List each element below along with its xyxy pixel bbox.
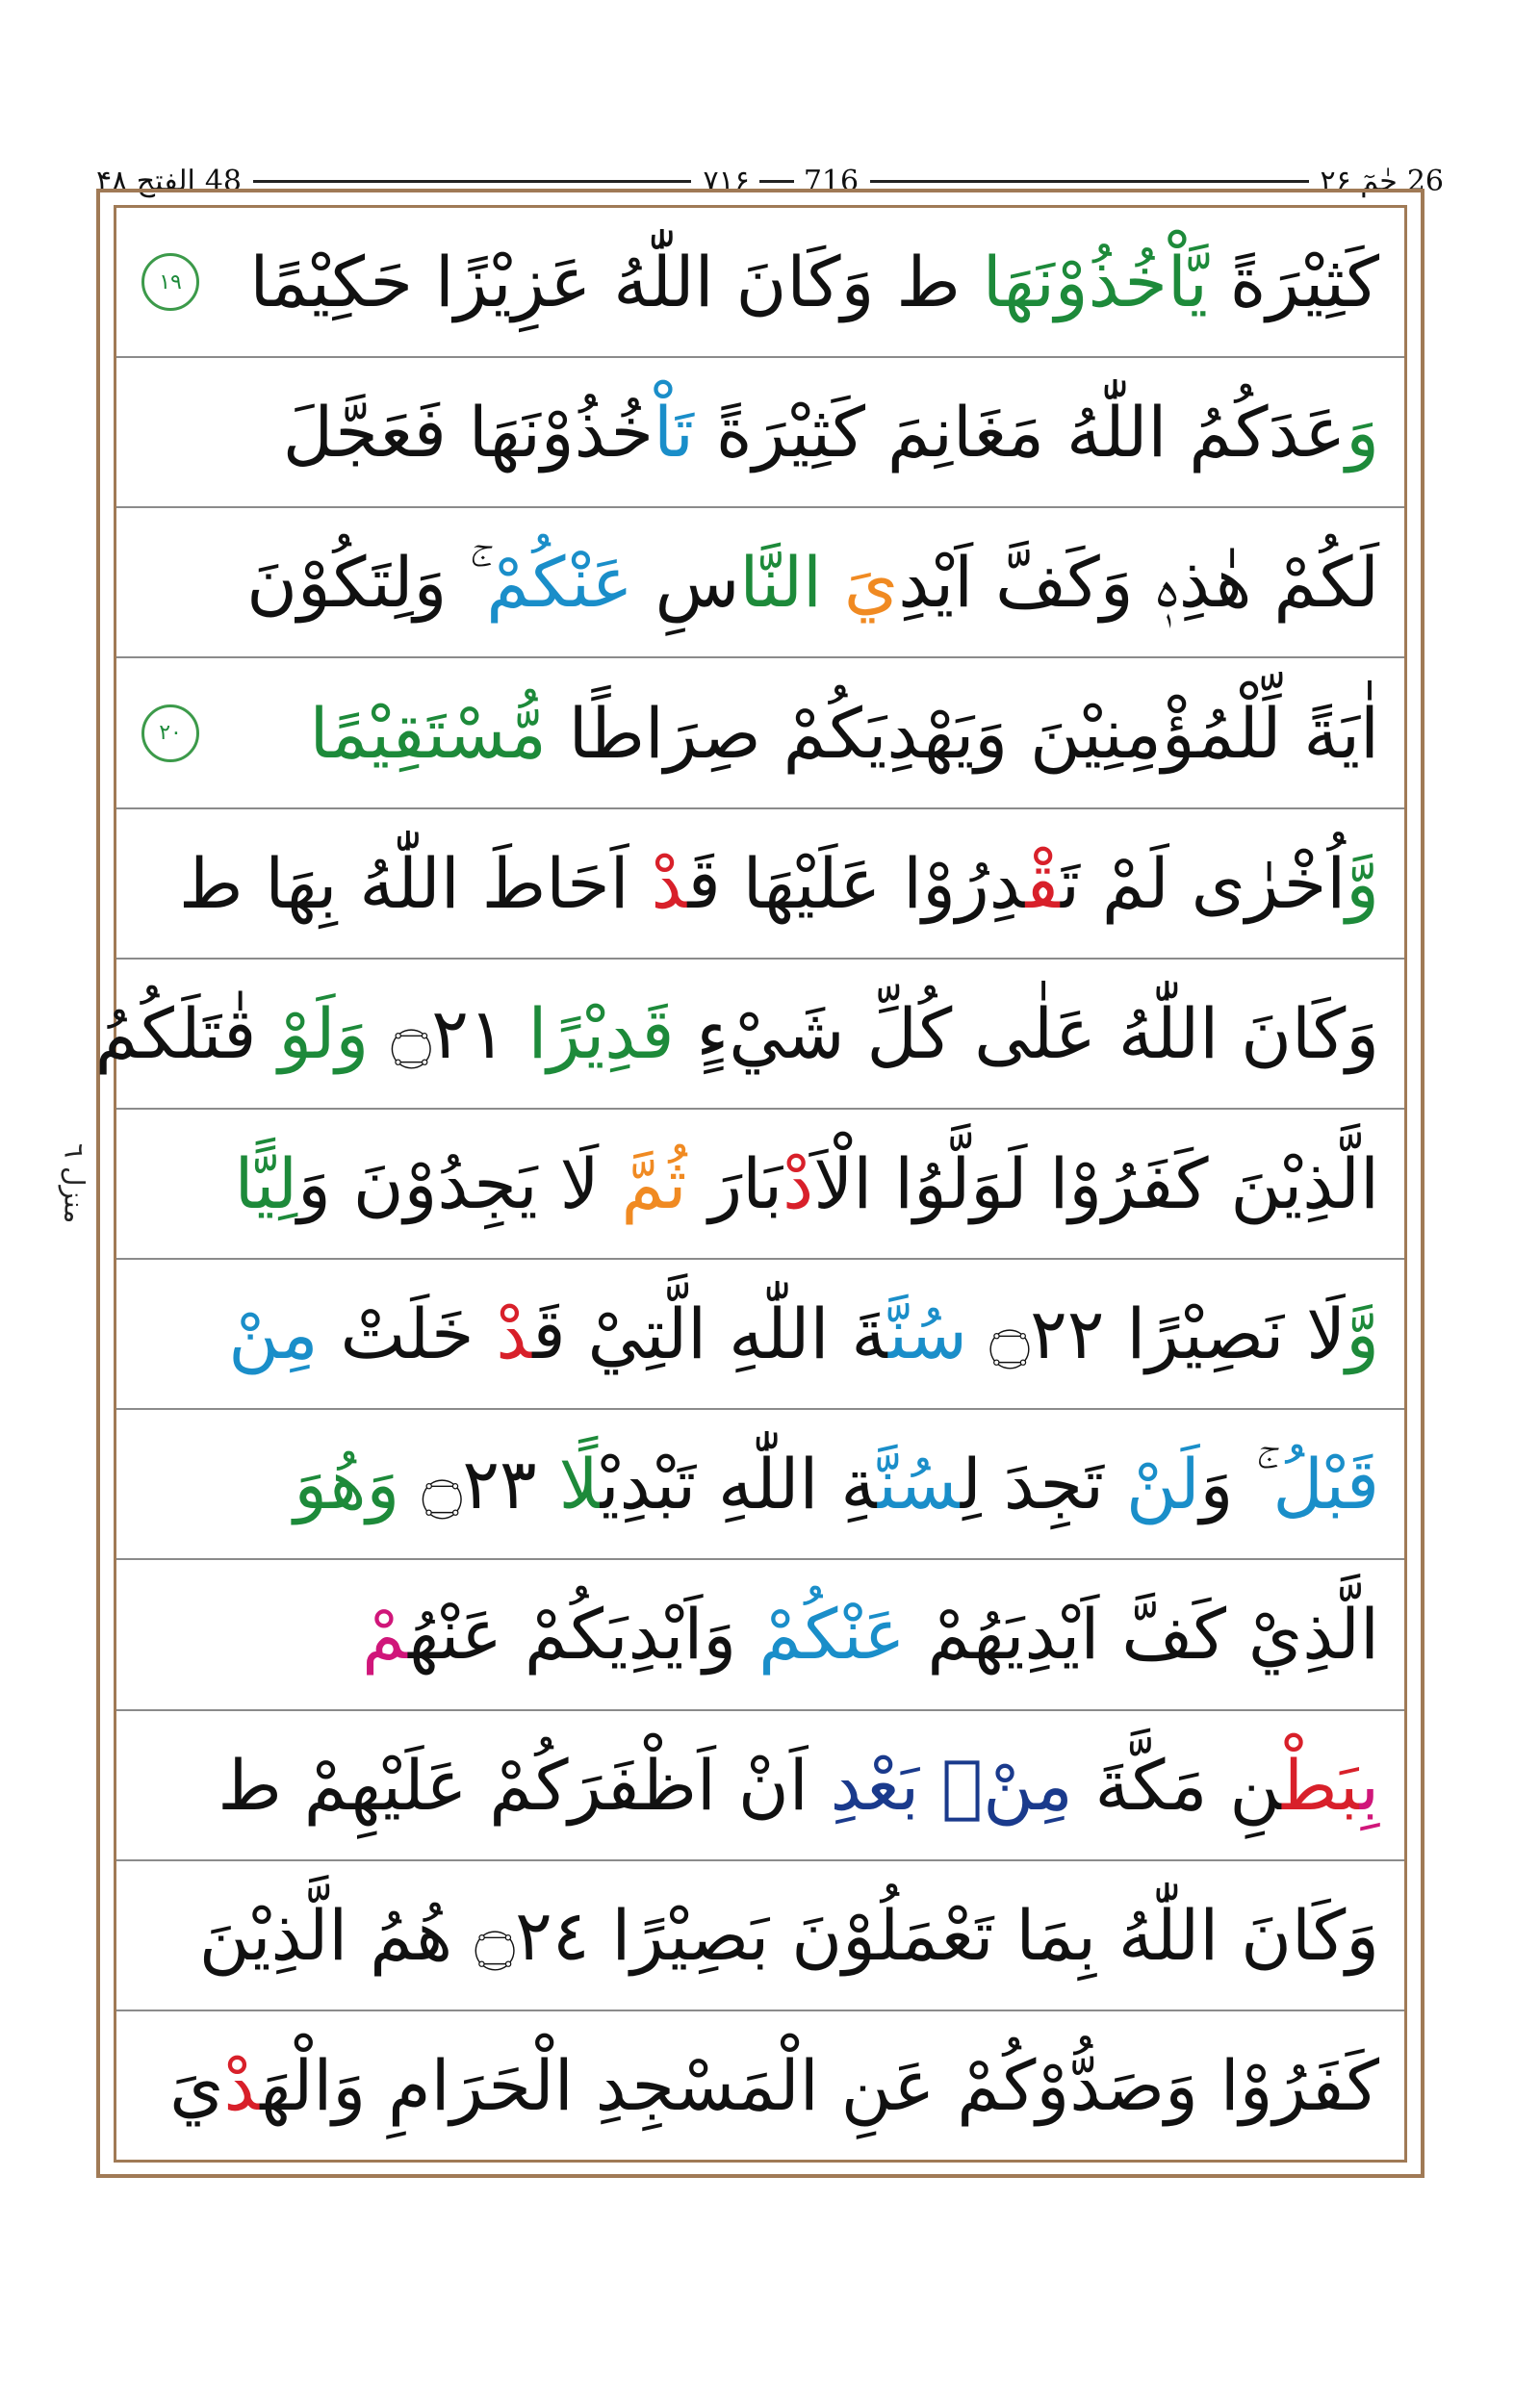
text-segment: دِرُوْا عَلَيْهَا قَ — [687, 842, 1026, 924]
verse-end-marker: ١٩ — [141, 253, 199, 311]
text-line — [116, 1861, 1404, 2011]
juz-number: 26 — [1406, 164, 1445, 198]
text-segment: تَا — [653, 392, 694, 474]
text-segment: ۚ وَلِتَكُوْنَ — [246, 542, 487, 624]
text-segment: خَلَتْ — [318, 1293, 497, 1375]
text-line — [116, 658, 1404, 808]
text-segment: سُنَّ — [877, 1444, 961, 1525]
text-segment: لِيًّا — [234, 1143, 298, 1225]
text-segment: وَّ — [1346, 842, 1379, 924]
text-segment: ْخُذُوْنَهَا فَعَجَّلَ — [282, 392, 654, 474]
surah-number: 48 — [204, 164, 243, 198]
text-segment: عَنْكُمْ — [486, 542, 633, 624]
line-text — [249, 242, 1379, 323]
text-segment: ۚ وَ — [1199, 1444, 1273, 1525]
text-segment: عَنْكُمْ — [758, 1594, 906, 1676]
text-segment: دْ — [651, 842, 688, 924]
text-segment: ثُمَّ — [621, 1143, 687, 1225]
text-segment: دْ — [496, 1293, 533, 1375]
text-segment: مُّسْتَقِيْمًا — [309, 692, 547, 774]
text-segment: مِنْ — [228, 1293, 319, 1375]
page-number-arabic: ۷۱۶ — [703, 164, 750, 198]
text-segment: ۝٢١ — [369, 992, 528, 1074]
text-line — [94, 960, 1404, 1110]
text-segment: اُخْرٰى لَمْ تَ — [1060, 842, 1347, 924]
page-number: 716 — [803, 164, 860, 198]
text-segment: ةَ اللّٰهِ الَّتِيْ قَ — [532, 1293, 888, 1375]
text-segment: وَكَانَ اللّٰهُ بِمَا تَعْمَلُوْنَ بَصِيْرًا ۝٢٤ هُمُ الَّذِيْنَ — [198, 1894, 1379, 1976]
text-segment: نِ مَكَّةَ — [1072, 1744, 1283, 1826]
text-segment: دْ — [223, 2044, 261, 2126]
text-segment: يَ — [169, 2044, 224, 2126]
text-segment: دْ — [783, 1143, 814, 1225]
header-separator — [759, 180, 794, 183]
text-line — [116, 358, 1404, 508]
text-segment: وَكَانَ اللّٰهُ عَلٰى كُلِّ شَيْءٍ — [674, 992, 1379, 1074]
text-segment: سِ — [632, 542, 740, 624]
text-segment: لًا — [558, 1444, 601, 1525]
text-segment: كَفَرُوْا وَصَدُّوْكُمْ عَنِ الْمَسْجِدِ الْحَرَامِ وَالْهَ — [260, 2044, 1379, 2126]
text-segment: بَطْ — [1282, 1744, 1360, 1826]
text-segment: وَ — [1346, 392, 1379, 474]
text-segment: يَ — [822, 542, 899, 624]
text-segment: لَا يَجِدُوْنَ وَ — [297, 1143, 622, 1225]
line-text — [234, 1143, 1379, 1225]
text-segment: لَكُمْ هٰذِهٖ وَكَفَّ اَيْدِ — [898, 542, 1379, 624]
juz-name: حٰمٓ ۲۶ — [1320, 164, 1398, 198]
text-segment: ط وَكَانَ اللّٰهُ عَزِيْزًا حَكِيْمًا — [249, 242, 961, 323]
text-segment: وَاَيْدِيَكُمْ عَنْهُ — [408, 1594, 759, 1676]
text-segment: بِ — [1359, 1744, 1379, 1826]
line-text — [169, 2044, 1379, 2126]
text-segment: بَارَ — [686, 1143, 783, 1225]
surah-name: الفتح ۴۸ — [96, 164, 195, 198]
text-segment: وَهُوَ — [294, 1444, 400, 1525]
text-line — [116, 1410, 1404, 1560]
text-segment: اٰيَةً لِّلْمُؤْمِنِيْنَ وَيَهْدِيَكُمْ صِرَاطًا — [546, 692, 1379, 774]
text-segment: لَا نَصِيْرًا ۝٢٢ — [967, 1293, 1347, 1375]
text-segment: لَنْ — [1125, 1444, 1200, 1525]
text-segment: ۝٢٣ — [399, 1444, 559, 1525]
header-rule — [253, 180, 691, 183]
line-text — [94, 992, 1379, 1074]
line-text — [309, 692, 1379, 774]
line-text — [218, 1744, 1379, 1826]
line-text — [178, 842, 1379, 924]
text-segment: قَدِيْرًا — [527, 992, 675, 1074]
text-line — [116, 508, 1404, 658]
text-line — [116, 1711, 1404, 1861]
line-text — [228, 1293, 1379, 1375]
text-segment: الَّذِيْ كَفَّ اَيْدِيَهُمْ — [905, 1594, 1379, 1676]
manzil-label — [58, 1126, 90, 1242]
text-line — [116, 809, 1404, 960]
text-segment: النَّا — [739, 542, 823, 624]
text-line — [116, 2011, 1404, 2160]
verse-end-marker: ٢٠ — [141, 704, 199, 762]
line-text — [282, 392, 1379, 474]
text-segment: قْ — [1025, 842, 1061, 924]
text-segment: وَّ — [1346, 1293, 1379, 1375]
text-segment: الَّذِيْنَ كَفَرُوْا لَوَلَّوُا الْاَ — [813, 1143, 1379, 1225]
text-line — [116, 1260, 1404, 1410]
text-segment: قَبْلُ — [1272, 1444, 1379, 1525]
line-text — [246, 542, 1379, 624]
text-segment: اَنْ اَظْفَرَكُمْ عَلَيْهِمْ ط — [218, 1744, 831, 1826]
text-segment: قٰتَلَكُمُ — [94, 992, 279, 1074]
text-line — [116, 1110, 1404, 1260]
header-rule — [870, 180, 1308, 183]
line-text — [362, 1594, 1379, 1676]
text-segment: ةِ اللّٰهِ تَبْدِيْ — [600, 1444, 878, 1525]
text-segment: اَحَاطَ اللّٰهُ بِهَا ط — [178, 842, 652, 924]
text-segment: عَدَكُمُ اللّٰهُ مَغَانِمَ كَثِيْرَةً — [693, 392, 1347, 474]
text-segment: سُنَّ — [887, 1293, 968, 1375]
text-segment: تَجِدَ لِ — [960, 1444, 1126, 1525]
manzil-text: منزل ٦ — [58, 1143, 90, 1224]
text-segment: وَلَوْ — [278, 992, 370, 1074]
text-line — [116, 1560, 1404, 1710]
text-segment: مْ — [362, 1594, 409, 1676]
line-text — [294, 1444, 1379, 1525]
text-line — [116, 208, 1404, 358]
line-text — [198, 1894, 1379, 1976]
text-segment: كَثِيْرَةً — [1207, 242, 1379, 323]
text-segment: مِنْۢ بَعْدِ — [830, 1744, 1073, 1826]
text-lines — [94, 208, 1404, 2160]
text-segment: يَّاْخُذُوْنَهَا — [960, 242, 1208, 323]
